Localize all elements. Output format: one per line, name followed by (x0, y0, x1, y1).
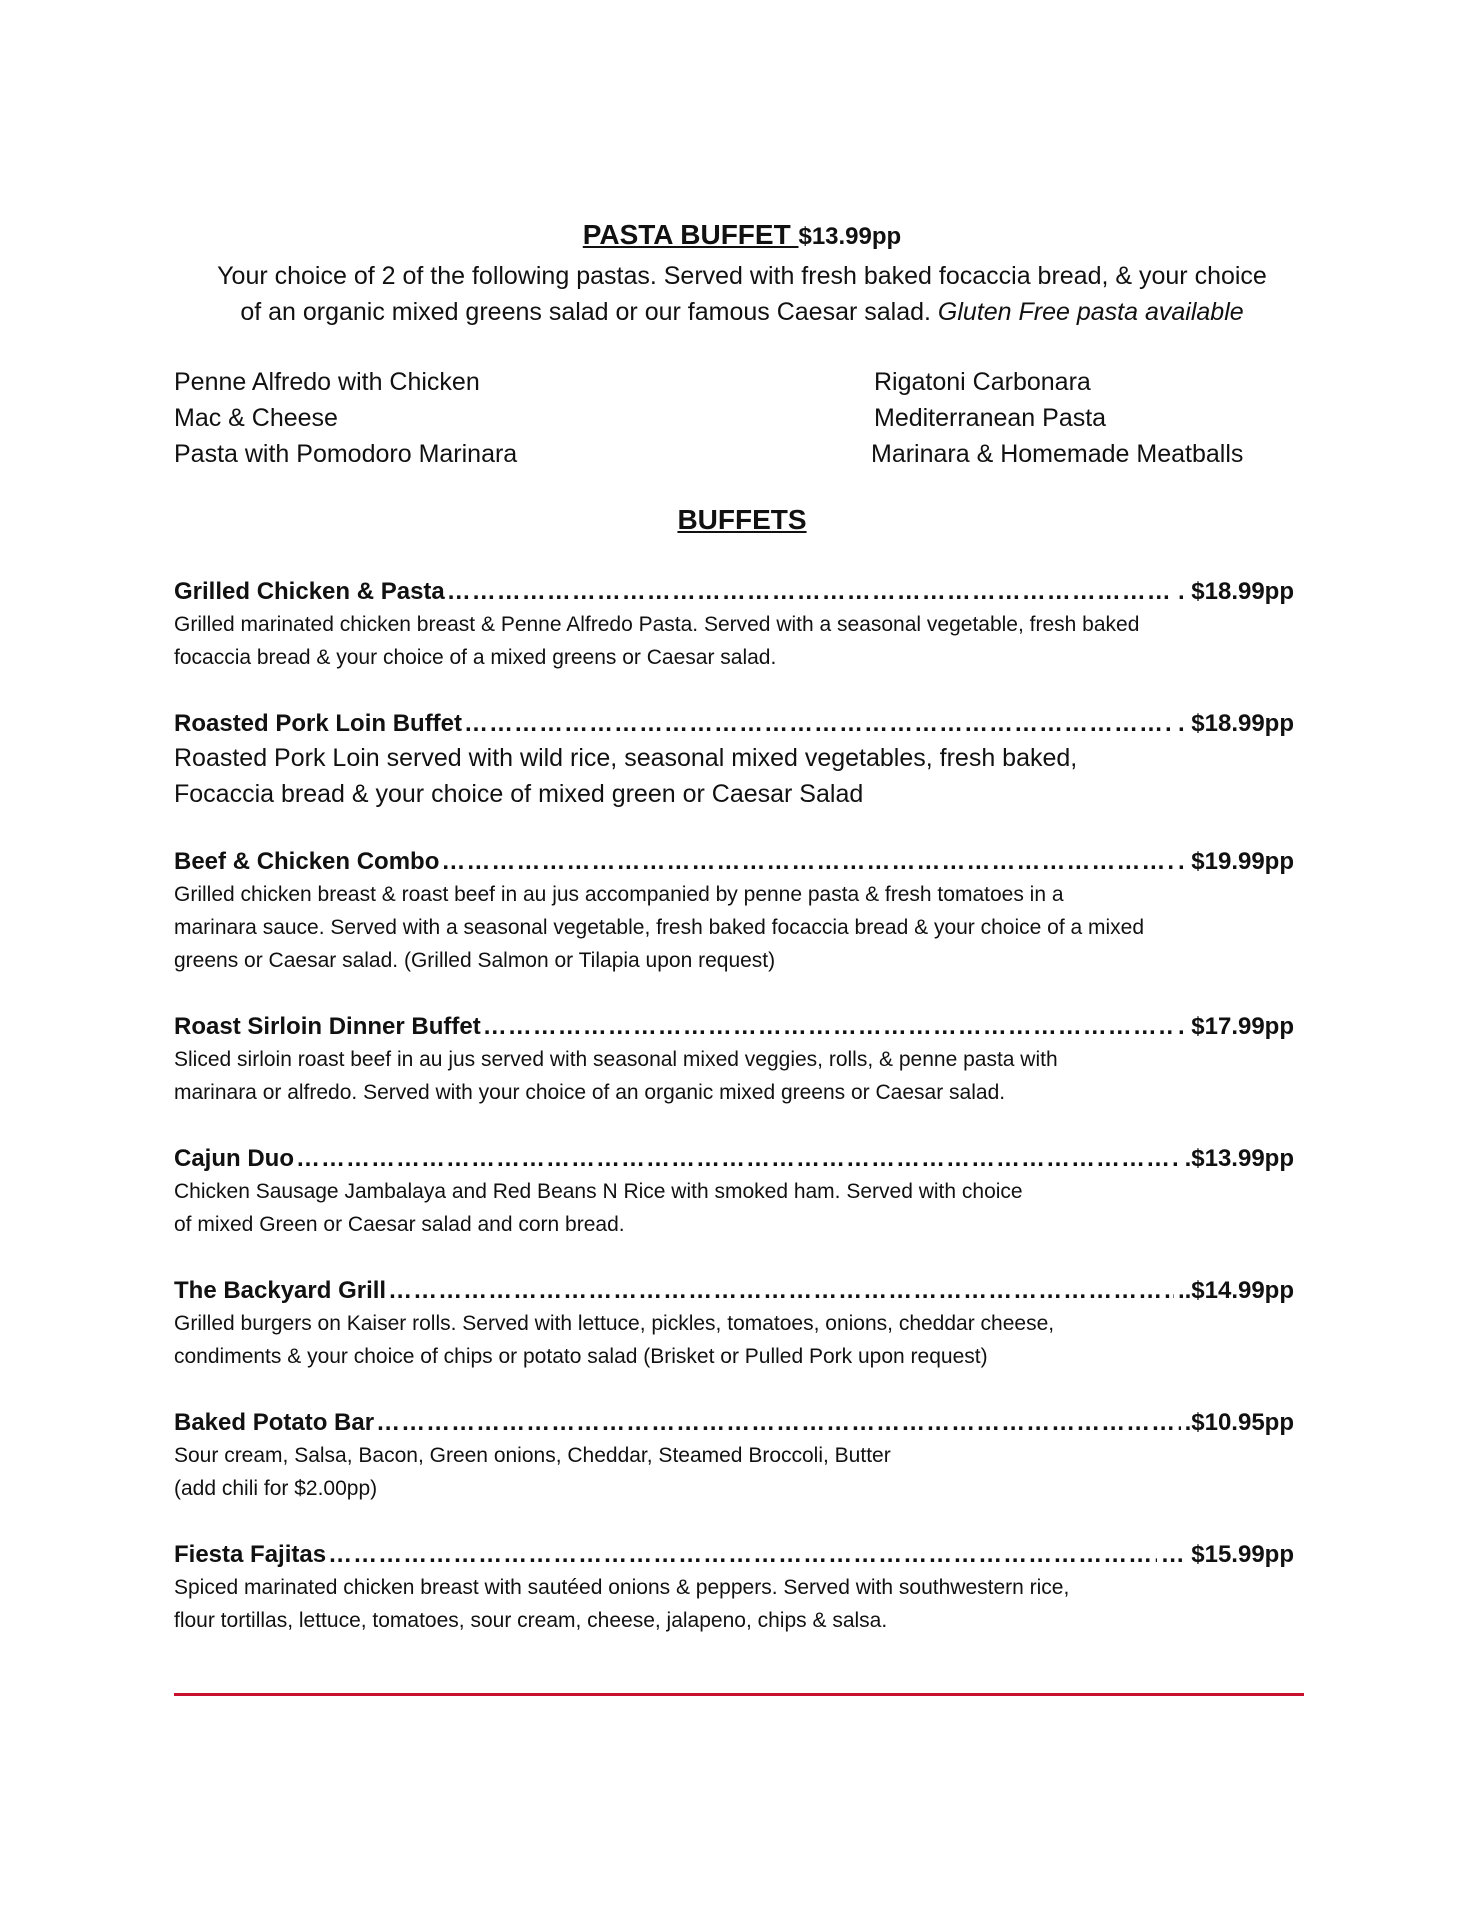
buffet-item (174, 1275, 1294, 1373)
buffet-item-description: Grilled marinated chicken breast & Penne Alfredo Pasta. Served with a seasonal vegetable, fresh baked focaccia bread & your choice of a mixed greens or Caesar salad. (174, 613, 1140, 669)
buffet-item-description: Sliced sirloin roast beef in au jus served with seasonal mixed veggies, rolls, & penne pasta with marinara or alfredo. Served with your choice of an organic mixed greens or Caesar salad. (174, 1048, 1058, 1104)
buffet-item-price: . $17.99pp (1177, 1013, 1294, 1040)
buffet-item (174, 1407, 1294, 1505)
buffet-item-description: Grilled burgers on Kaiser rolls. Served with lettuce, pickles, tomatoes, onions, cheddar cheese, condiments & your choice of chips or potato salad (Brisket or Pulled Pork upon request) (174, 1312, 1055, 1368)
leader-dots (441, 846, 1174, 878)
pasta-option: Pasta with Pomodoro Marinara (174, 440, 518, 468)
buffet-item-name: Beef & Chicken Combo (174, 848, 440, 875)
buffet-item-description: Chicken Sausage Jambalaya and Red Beans N Rice with smoked ham. Served with choice of mixed Green or Caesar salad and corn bread. (174, 1180, 1023, 1236)
buffet-item (174, 1143, 1294, 1241)
buffet-item-description: Grilled chicken breast & roast beef in au jus accompanied by penne pasta & fresh tomatoes in a marinara sauce. Served with a seasonal vegetable, fresh baked focaccia bread & your choice of a mixed greens or Caesar salad. (Grilled Salmon or Tilapia upon request) (174, 883, 1145, 972)
pasta-buffet-header (0, 218, 1484, 254)
pasta-option: Mac & Cheese (174, 404, 338, 432)
pasta-desc-line: of an organic mixed greens salad or our famous Caesar salad. Gluten Free pasta available (240, 298, 1244, 326)
pasta-option: Marinara & Homemade Meatballs (871, 440, 1244, 468)
buffet-item-price: .$10.95pp (1184, 1409, 1294, 1436)
buffet-item-name: Fiesta Fajitas (174, 1541, 327, 1568)
buffet-item-price: . $18.99pp (1177, 578, 1294, 605)
pasta-buffet-price: $13.99pp (798, 223, 902, 250)
buffet-item-name: Baked Potato Bar (174, 1409, 375, 1436)
buffet-item-name: Grilled Chicken & Pasta (174, 578, 445, 605)
buffet-item (174, 846, 1294, 977)
buffet-item (174, 576, 1294, 674)
leader-dots (328, 1539, 1157, 1571)
pasta-buffet-description (150, 258, 1334, 330)
buffet-item-price: ..$14.99pp (1177, 1277, 1294, 1304)
pasta-options-right (871, 364, 1244, 472)
buffet-item (174, 1539, 1294, 1637)
gluten-free-note: Gluten Free pasta available (937, 298, 1244, 326)
leader-dots (447, 576, 1174, 608)
buffet-item-price: . $19.99pp (1177, 848, 1294, 875)
leader-dots (296, 1143, 1181, 1175)
buffet-item-name: Cajun Duo (174, 1145, 294, 1172)
buffet-item-price: … $15.99pp (1160, 1541, 1294, 1568)
pasta-option: Penne Alfredo with Chicken (174, 368, 480, 396)
pasta-options-left (174, 364, 517, 472)
leader-dots (376, 1407, 1181, 1439)
buffets-heading: BUFFETS (677, 504, 807, 535)
pasta-option: Rigatoni Carbonara (874, 368, 1091, 396)
pasta-desc-line: Your choice of 2 of the following pastas. Served with fresh baked focaccia bread, & your choice (217, 262, 1267, 290)
buffet-item-description: Roasted Pork Loin served with wild rice, seasonal mixed vegetables, fresh baked, Focaccia bread & your choice of mixed green or Caesar Salad (174, 744, 1078, 808)
buffet-item-price: .$13.99pp (1184, 1145, 1294, 1172)
buffet-item-name: The Backyard Grill (174, 1277, 387, 1304)
buffet-item-name: Roast Sirloin Dinner Buffet (174, 1013, 481, 1040)
red-divider-rule (174, 1693, 1304, 1696)
pasta-buffet-title: PASTA BUFFET (582, 219, 799, 250)
buffet-items (174, 576, 1294, 1671)
buffet-item (174, 1011, 1294, 1109)
leader-dots (483, 1011, 1174, 1043)
buffet-item-description: Spiced marinated chicken breast with sautéed onions & peppers. Served with southwestern rice, flour tortillas, lettuce, tomatoes, sour cream, cheese, jalapeno, chips & salsa. (174, 1576, 1070, 1632)
leader-dots (464, 708, 1174, 740)
buffet-item-name: Roasted Pork Loin Buffet (174, 710, 463, 737)
buffet-item-description: Sour cream, Salsa, Bacon, Green onions, Cheddar, Steamed Broccoli, Butter (add chili for $2.00pp) (174, 1444, 891, 1500)
buffet-item (174, 708, 1294, 812)
buffet-item-price: . $18.99pp (1177, 710, 1294, 737)
pasta-option: Mediterranean Pasta (874, 404, 1107, 432)
leader-dots (388, 1275, 1174, 1307)
